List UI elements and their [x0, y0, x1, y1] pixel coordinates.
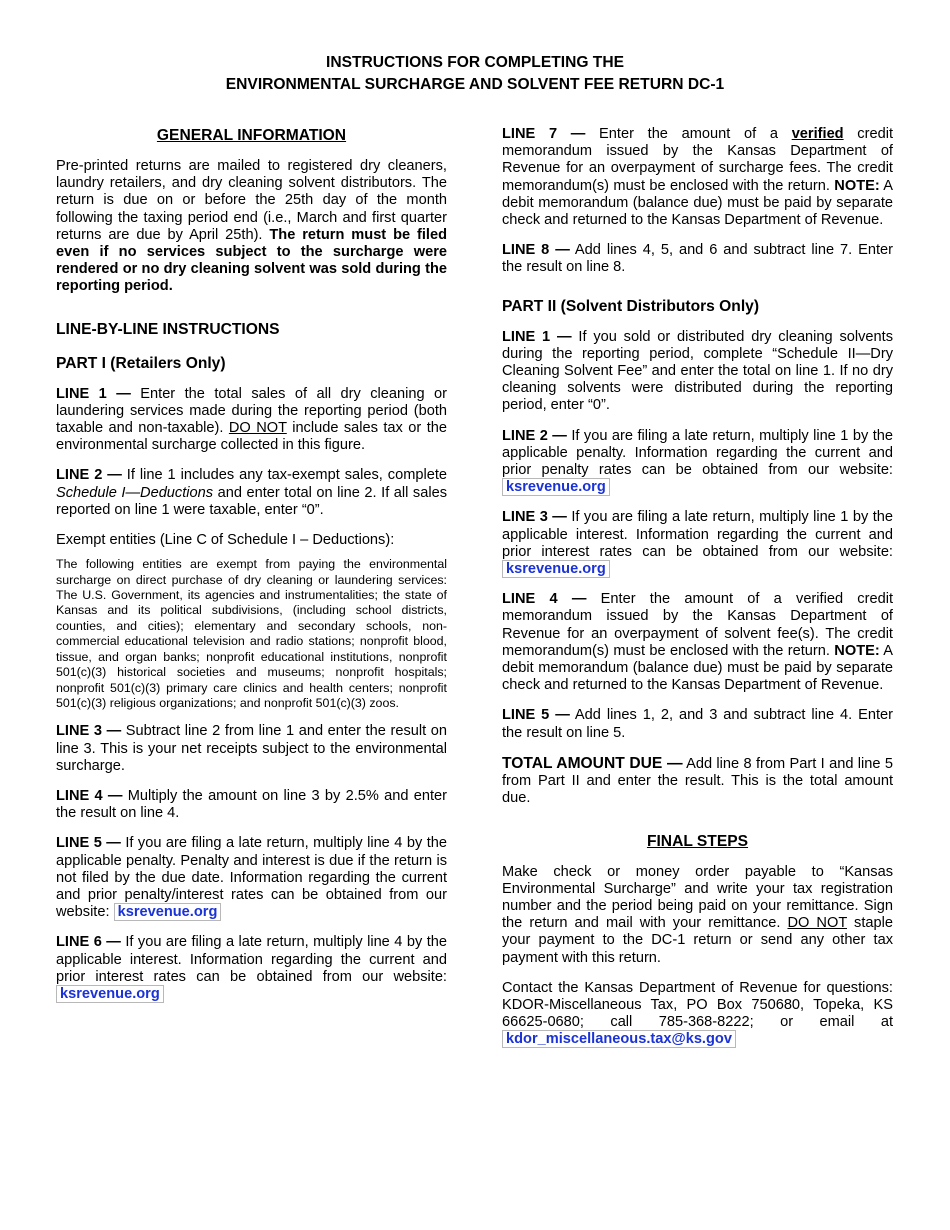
- exempt-entities-text: The following entities are exempt from paying the environmental surcharge on direct purchase of dry cleaning or laundering services: The U.S. Government, its agencies and instrumentalities; the state of Kansas and its political subdivisions, (including school districts, counties, and cities); elementary and secondary schools, non-commercial educational television and radio stations; nonprofit blood, tissue, and organ banks; nonprofit educational institutions, nonprofit 501(c)(3) historical societies and museums; nonprofit hospitals; nonprofit 501(c)(3) primary care clinics and health centers; nonprofit 501(c)(3) religious organizations; and nonprofit 501(c)(3) zoos.: [56, 557, 447, 710]
- line-text: Enter the total sales of all dry cleaning or laundering services made during the reporting period (both taxable and non-taxable).: [56, 385, 448, 437]
- left-column: [56, 126, 447, 1016]
- general-information-heading: GENERAL INFORMATION: [156, 127, 347, 144]
- line-text: Make check or money order payable to “Kansas Environmental Surcharge” and write your tax registration number and the period being paid on your remittance. Sign the return and mail with your remittance.: [502, 863, 893, 932]
- line-text: If you are filing a late return, multiply line 1 by the applicable interest. Information regarding the current and prior interest rates can be obtained from our website:: [502, 509, 894, 560]
- line-text: A debit memorandum (balance due) must be paid by separate check and returned to the Kansas Department of Revenue.: [502, 177, 893, 229]
- ksrevenue-link[interactable]: ksrevenue.org: [502, 478, 610, 496]
- total-amount-due: [502, 755, 893, 808]
- line-label: LINE 1 —: [502, 328, 572, 345]
- line-text: staple your payment to the DC-1 return or send any other tax payment with this return.: [502, 915, 893, 966]
- general-information-paragraph: [56, 158, 447, 296]
- underlined-text: DO NOT: [228, 420, 287, 437]
- line-text: Multiply the amount on line 3 by 2.5% and enter the result on line 4.: [56, 787, 447, 822]
- line-label: LINE 6 —: [56, 934, 121, 951]
- line-label: LINE 2 —: [56, 467, 122, 484]
- part1-line3: [56, 723, 447, 775]
- line-text: If line 1 includes any tax-exempt sales, complete: [121, 467, 447, 484]
- part1-line1: [56, 386, 447, 455]
- line-text: Contact the Kansas Department of Revenue for questions: KDOR-Miscellaneous Tax, PO Box 750680, Topeka, KS 66625-0680; call 785-368-8222; or email at: [502, 979, 893, 1031]
- part1-line4: [56, 788, 447, 822]
- part1-line6: [56, 934, 447, 1003]
- ksrevenue-link[interactable]: ksrevenue.org: [502, 560, 610, 578]
- line-label: LINE 4 —: [502, 591, 587, 608]
- line-text: Add line 8 from Part I and line 5 from Part II and enter the result. This is the total amount due.: [502, 755, 893, 807]
- line-by-line-heading: LINE-BY-LINE INSTRUCTIONS: [56, 320, 280, 338]
- note-label: NOTE:: [834, 642, 880, 659]
- bold-underlined-text: verified: [791, 126, 844, 142]
- ksrevenue-link[interactable]: ksrevenue.org: [56, 985, 164, 1003]
- line-label: LINE 3 —: [56, 723, 122, 740]
- total-label: TOTAL AMOUNT DUE —: [502, 754, 683, 772]
- final-steps-paragraph-1: [502, 864, 893, 967]
- right-column: [502, 126, 893, 1062]
- general-bold-text: The return must be filed even if no services subject to the surcharge were rendered or no dry cleaning solvent was sold during the reporting period.: [56, 226, 447, 295]
- line-text: If you are filing a late return, multiply line 4 by the applicable interest. Information regarding the current and prior interest rates can be obtained from our website:: [56, 934, 448, 985]
- title-line-2: ENVIRONMENTAL SURCHARGE AND SOLVENT FEE RETURN DC-1: [225, 76, 725, 93]
- part-2-heading: PART II (Solvent Distributors Only): [502, 297, 760, 315]
- line-label: LINE 8 —: [502, 242, 570, 259]
- line-text: Enter the amount of a: [585, 126, 792, 142]
- line-text: include sales tax or the environmental surcharge collected in this figure.: [56, 420, 447, 454]
- line-text: Enter the amount of a verified credit memorandum issued by the Kansas Department of Revenue for an overpayment of solvent fee(s). The credit memorandum(s) must be enclosed with the return.: [502, 591, 893, 659]
- underlined-text: DO NOT: [787, 915, 847, 932]
- part2-line2: [502, 428, 893, 497]
- line-label: LINE 4 —: [56, 787, 123, 804]
- line-text: credit memorandum issued by the Kansas Department of Revenue for an overpayment of surcharge fees. The credit memorandum(s) must be enclosed with the return.: [502, 126, 893, 194]
- ksrevenue-link[interactable]: ksrevenue.org: [114, 903, 222, 921]
- line-label: LINE 7 —: [502, 126, 586, 142]
- final-steps-paragraph-2: [502, 980, 893, 1049]
- part2-line3: [502, 509, 893, 578]
- part1-line7: [502, 126, 893, 229]
- page-title: [0, 52, 950, 96]
- line-text: If you sold or distributed dry cleaning solvents during the reporting period, complete “Schedule II—Dry Cleaning Solvent Fee” and enter the total on line 1. If no dry cleaning solvents were distributed during the reporting period, enter “0”.: [502, 328, 893, 414]
- line-label: LINE 5 —: [56, 835, 121, 852]
- line-text: If you are filing a late return, multiply line 1 by the applicable penalty. Information regarding the current and prior penalty rates can be obtained from our website:: [502, 427, 894, 479]
- line-text: If you are filing a late return, multiply line 4 by the applicable penalty. Penalty and interest is due if the return is not filed by the due date. Information regarding the current and prior penalty/interest rates can be obtained from our website:: [56, 835, 448, 921]
- line-label: LINE 5 —: [502, 707, 570, 724]
- italic-text: Schedule I—Deductions: [56, 484, 214, 501]
- line-label: LINE 2 —: [502, 427, 567, 444]
- note-label: NOTE:: [834, 177, 880, 194]
- part2-line1: [502, 329, 893, 415]
- part2-line4: [502, 591, 893, 694]
- part2-line5: [502, 707, 893, 741]
- exempt-entities-heading: Exempt entities (Line C of Schedule I – Deductions):: [56, 532, 395, 549]
- general-text: Pre-printed returns are mailed to registered dry cleaners, laundry retailers, and dry cleaning solvent distributors. The return is due on or before the 25th day of the month following the taxing period end (i.e., March and first quarter returns are due by April 25th).: [56, 158, 447, 243]
- line-text: Subtract line 2 from line 1 and enter the result on line 3. This is your net receipts subject to the environmental surcharge.: [56, 723, 447, 774]
- line-text: Add lines 1, 2, and 3 and subtract line 4. Enter the result on line 5.: [502, 707, 893, 741]
- line-text: A debit memorandum (balance due) must be paid by separate check and returned to the Kansas Department of Revenue.: [502, 642, 893, 694]
- line-label: LINE 3 —: [502, 509, 567, 526]
- part1-line2: [56, 467, 447, 519]
- title-line-1: INSTRUCTIONS FOR COMPLETING THE: [325, 54, 624, 71]
- line-text: and enter total on line 2. If all sales reported on line 1 were taxable, enter “0”.: [56, 484, 447, 518]
- part1-line5: [56, 835, 447, 921]
- line-text: Add lines 4, 5, and 6 and subtract line 7. Enter the result on line 8.: [502, 242, 893, 276]
- final-steps-heading: FINAL STEPS: [646, 832, 749, 850]
- line-label: LINE 1 —: [56, 385, 131, 402]
- part-1-heading: PART I (Retailers Only): [56, 354, 226, 372]
- email-link[interactable]: kdor_miscellaneous.tax@ks.gov: [502, 1030, 736, 1048]
- part1-line8: [502, 242, 893, 276]
